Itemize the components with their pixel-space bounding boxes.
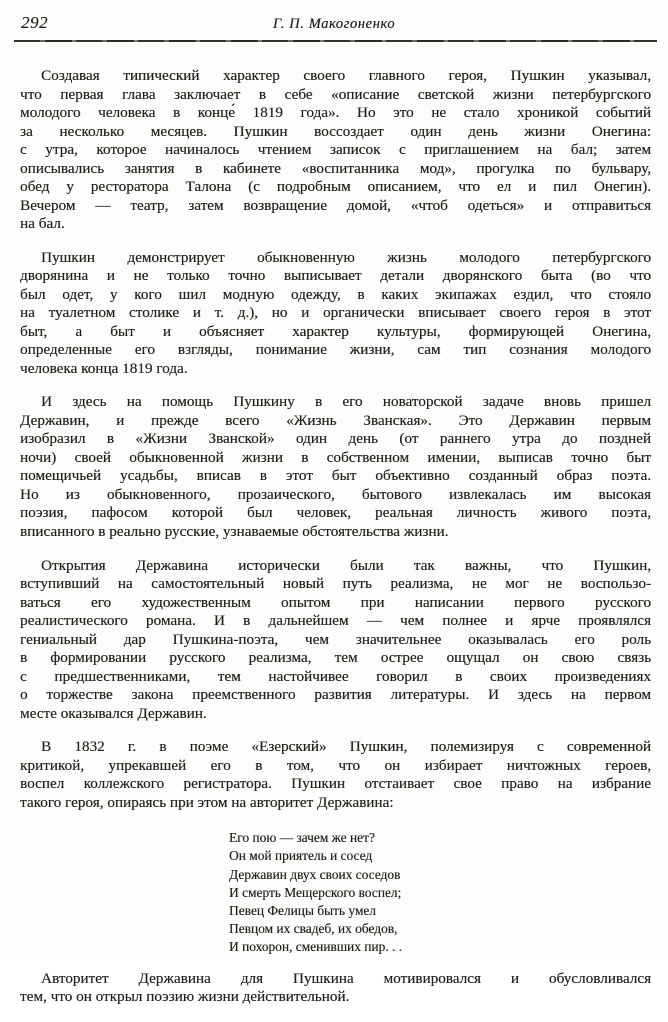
- text-line: И здесь на помощь Пушкину в его новаторской задаче вновь пришел: [41, 393, 651, 411]
- verse-line: Певец Фелицы быть умел: [229, 903, 376, 919]
- text-line: в формировании русского реализма, тем острее ощущал он свою связь: [20, 649, 651, 667]
- text-line: ваться его художественным опытом при написании первого русского: [20, 593, 651, 611]
- text-line: описывались занятия в кабинете «воспитанника мод», прогулка по бульвару,: [20, 159, 651, 177]
- text-line: месте оказывался Державин.: [20, 704, 207, 722]
- page-number: 292: [21, 13, 48, 32]
- text-line: Вечером — театр, затем возвращение домой, «чтоб одеться» и отправиться: [20, 196, 651, 214]
- text-line: тем, что он открыл поэзию жизни действительной.: [20, 988, 350, 1006]
- verse-line: Он мой приятель и сосед: [229, 848, 373, 864]
- text-line: вступивший на самостоятельный новый путь реализма, не мог не воспользо-: [20, 575, 651, 593]
- text-line: помещичьей усадьбы, вписав в этот быт объективно созданный образ поэта.: [20, 467, 651, 485]
- text-line: поэзия, пафосом которой был человек, реальная личность живого поэта,: [20, 504, 651, 522]
- header-rule: [14, 40, 657, 42]
- text-line: быт, а быт и объясняет характер культуры, формирующей Онегина,: [20, 322, 651, 340]
- text-line: с предшественниками, тем настойчивее говорил в своих произведениях: [20, 667, 651, 685]
- text-line: вписанного в реально русские, узнаваемые обстоятельства жизни.: [20, 522, 449, 540]
- text-line: Авторитет Державина для Пушкина мотивировался и обусловливался: [41, 969, 651, 987]
- text-line: молодого человека в конце́ 1819 года». Но это не стало хроникой событий: [20, 104, 651, 121]
- text-line: на бал.: [20, 215, 65, 232]
- verse-quotation: [229, 829, 651, 956]
- text-line: определенные его взгляды, понимание жизни, сам тип сознания молодого: [20, 341, 651, 359]
- text-line: изобразил в «Жизни Званской» один день (от раннего утра до поздней: [20, 430, 651, 448]
- text-line: с утра, которое начиналось чтением записок с приглашением на бал; затем: [20, 141, 651, 158]
- verse-line: Певцом их свадеб, их обедов,: [229, 921, 398, 937]
- text-line: реалистического романа. И в дальнейшем — чем полнее и ярче проявлялся: [20, 612, 651, 630]
- verse-line: Его пою — зачем же нет?: [229, 830, 375, 846]
- running-title: Г. П. Макогоненко: [272, 16, 396, 32]
- text-line: о торжестве закона преемственного развития литературы. И здесь на первом: [20, 686, 651, 704]
- text-line: В 1832 г. в поэме «Езерский» Пушкин, полемизируя с современной: [41, 738, 651, 756]
- verse-line: Державин двух своих соседов: [229, 866, 401, 882]
- text-line: что первая глава заключает в себе «описание светской жизни петербургского: [20, 85, 651, 103]
- text-line: за несколько месяцев. Пушкин воссоздает один день жизни Онегина:: [20, 122, 651, 140]
- body-text: [20, 67, 651, 1022]
- verse-line: И похорон, сменивших пир. . .: [229, 939, 402, 955]
- text-line: обед у ресторатора Талона (с подробным описанием, что ел и пил Онегин).: [20, 178, 651, 195]
- text-line: Создавая типический характер своего главного героя, Пушкин указывал,: [41, 67, 651, 84]
- text-line: ночи) своей обыкновенной жизни в собственном имении, выписав точно быт: [20, 448, 651, 466]
- text-line: человека конца 1819 года.: [20, 359, 188, 377]
- text-line: Но из обыкновенного, прозаического, бытового извлекалась им высокая: [20, 485, 651, 503]
- verse-line: И смерть Мещерского воспел;: [229, 884, 402, 900]
- text-line: Пушкин демонстрирует обыкновенную жизнь молодого петербургского: [41, 248, 651, 266]
- text-line: Открытия Державина исторически были так важны, что Пушкин,: [41, 556, 651, 574]
- text-line: критикой, упрекавшей его в том, что он избирает ничтожных героев,: [20, 756, 651, 774]
- text-line: гениальный дар Пушкина-поэта, чем значительнее оказывалась его роль: [20, 630, 651, 648]
- text-line: на туалетном столике и т. д.), но и органически вписывает своего героя в этот: [20, 304, 651, 322]
- text-line: воспел коллежского регистратора. Пушкин отстаивает свое право на избрание: [20, 775, 651, 793]
- text-line: дворянина и не только точно выписывает детали дворянского быта (во что: [20, 267, 651, 285]
- text-line: был одет, у кого шил модную одежду, в каких экипажах ездил, что стояло: [20, 285, 651, 303]
- text-line: такого героя, опираясь при этом на авторитет Державина:: [20, 793, 394, 811]
- text-line: Державин, и прежде всего «Жизнь Званская». Это Державин первым: [20, 411, 651, 429]
